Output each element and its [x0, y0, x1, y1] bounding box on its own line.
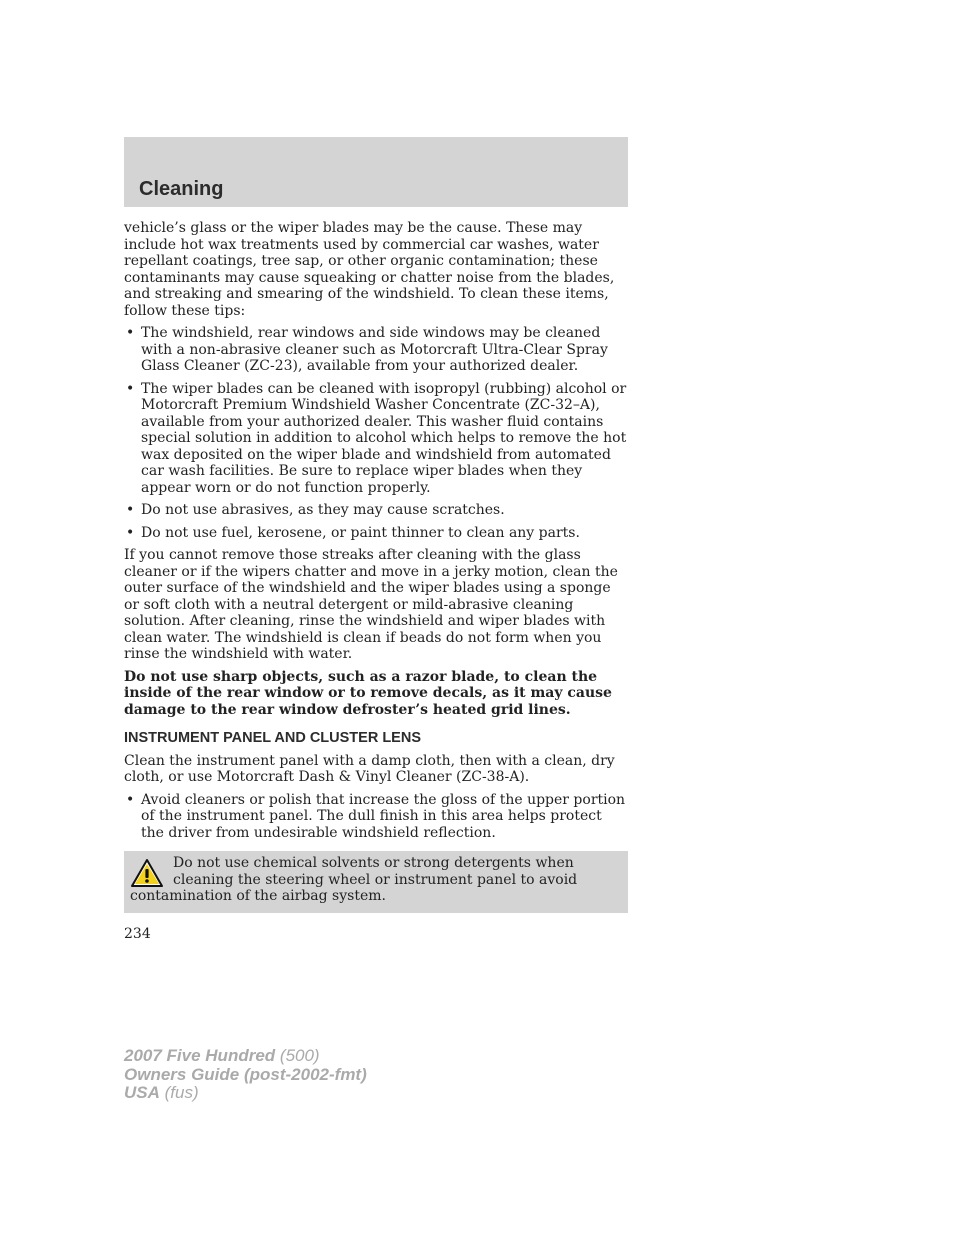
list-item-text: Do not use fuel, kerosene, or paint thinner to clean any parts. [141, 524, 580, 541]
footer-model: 2007 Five Hundred [124, 1046, 276, 1065]
list-item [124, 325, 628, 375]
footer-line-guide [124, 1066, 367, 1085]
streaks-paragraph: If you cannot remove those streaks after cleaning with the glass cleaner or if the wipers chatter and move in a jerky motion, clean the outer surface of the windshield and the wiper blades using a sponge or soft cloth with a neutral detergent or mild-abrasive cleaning solution. After cleaning, rinse the windshield and wiper blades with clean water. The windshield is clean if beads do not form when you rinse the windshield with water. [124, 547, 618, 662]
page-number: 234 [124, 926, 151, 942]
instrument-panel-tips-list [124, 792, 628, 842]
document-footer [124, 1047, 367, 1103]
list-item [124, 381, 628, 497]
bullet-icon: • [126, 791, 135, 808]
bullet-icon: • [126, 502, 135, 518]
list-item-text: Do not use abrasives, as they may cause scratches. [141, 502, 505, 518]
caution-box [124, 851, 628, 913]
section-heading: INSTRUMENT PANEL AND CLUSTER LENS [124, 730, 421, 746]
bullet-icon: • [126, 524, 135, 541]
glass-cleaning-tips-list [124, 325, 628, 541]
bullet-icon: • [126, 325, 135, 341]
page-content [124, 220, 628, 913]
bold-warning-paragraph: Do not use sharp objects, such as a razor blade, to clean the inside of the rear window or to remove decals, as it may cause damage to the rear window defroster’s heated grid lines. [124, 668, 612, 718]
footer-model-code: (500) [279, 1046, 320, 1065]
section-title: Cleaning [139, 178, 224, 200]
section-header-band [124, 137, 628, 207]
caution-text: Do not use chemical solvents or strong detergents when cleaning the steering wheel or instrument panel to avoid contamination of the airbag system. [130, 855, 578, 904]
list-item [124, 792, 628, 842]
footer-market: USA [124, 1083, 160, 1102]
footer-line-model [124, 1047, 367, 1066]
footer-guide: Owners Guide (post-2002-fmt) [124, 1064, 367, 1084]
bullet-icon: • [126, 380, 135, 397]
list-item-text: The windshield, rear windows and side windows may be cleaned with a non-abrasive cleaner such as Motorcraft Ultra-Clear Spray Glass Cleaner (ZC-23), available from your authorized dealer. [141, 325, 608, 374]
list-item [124, 502, 628, 519]
footer-line-market [124, 1084, 367, 1103]
list-item-text: Avoid cleaners or polish that increase the gloss of the upper portion of the instrument panel. The dull finish in this area helps protect the driver from undesirable windshield reflection. [141, 791, 626, 841]
list-item [124, 525, 628, 542]
warning-triangle-icon [130, 858, 164, 888]
intro-paragraph: vehicle’s glass or the wiper blades may be the cause. These may include hot wax treatments used by commercial car washes, water repellant coatings, tree sap, or other organic contamination; these contaminants may cause squeaking or chatter noise from the blades, and streaking and smearing of the windshield. To clean these items, follow these tips: [124, 220, 615, 319]
instrument-panel-paragraph: Clean the instrument panel with a damp cloth, then with a clean, dry cloth, or use Motorcraft Dash & Vinyl Cleaner (ZC-38-A). [124, 752, 615, 785]
footer-market-code: (fus) [164, 1083, 199, 1102]
list-item-text: The wiper blades can be cleaned with isopropyl (rubbing) alcohol or Motorcraft Premium Windshield Washer Concentrate (ZC-32–A), available from your authorized dealer. This washer fluid contains special solution in addition to alcohol which helps to remove the hot wax deposited on the wiper blade and windshield from automated car wash facilities. Be sure to replace wiper blades when they appear worn or do not function properly. [141, 380, 627, 496]
